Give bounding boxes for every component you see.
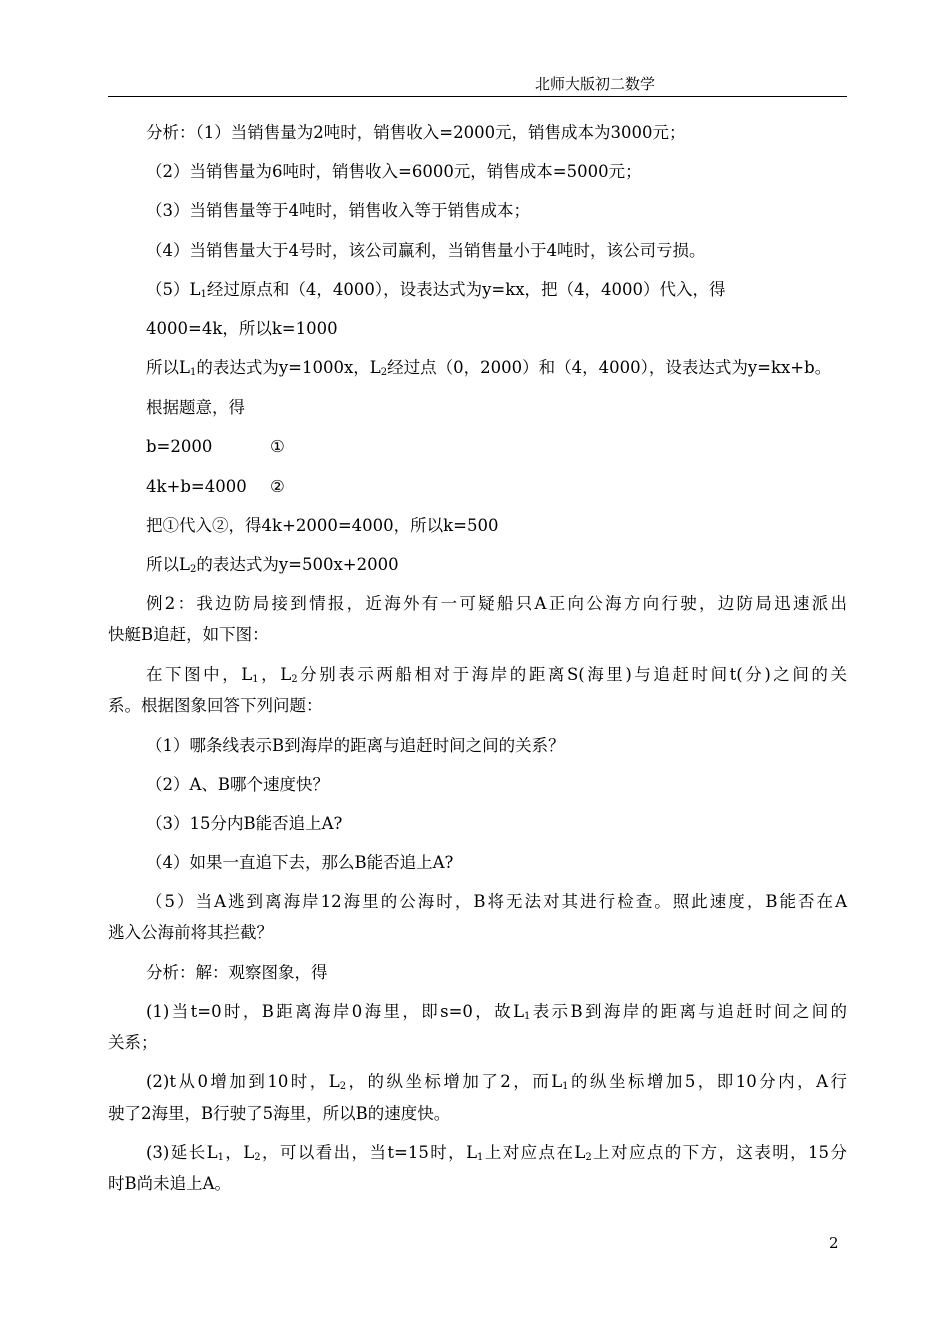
solution-1-line-1 (108, 1001, 847, 1023)
analysis-line-5 (146, 279, 726, 301)
subscript: 2 (291, 674, 298, 685)
subscript: 1 (189, 367, 197, 378)
subscript: 2 (585, 1152, 592, 1163)
analysis-line-3: （3）当销售量等于4吨时，销售收入等于销售成本； (146, 201, 530, 220)
solution-2-line-2: 驶了2海里，B行驶了5海里，所以B的速度快。 (108, 1104, 451, 1123)
analysis-line-7 (146, 357, 831, 379)
solution-intro: 分析：解：观察图象，得 (146, 963, 328, 982)
text-segment: 分别表示两船相对于海岸的距离S(海里)与追赶时间t(分)之间的关 (297, 665, 847, 684)
subscript: 1 (200, 289, 207, 300)
equation-2-marker: ② (270, 477, 285, 496)
text-segment: ，L (258, 665, 292, 684)
equation-1-marker: ① (270, 437, 285, 456)
subscript: 1 (477, 1152, 484, 1163)
analysis-line-4: （4）当销售量大于4号时，该公司赢利，当销售量小于4吨时，该公司亏损。 (146, 241, 706, 260)
solution-3-line-2: 时B尚未追上A。 (108, 1174, 232, 1193)
subscript: 2 (380, 367, 388, 378)
text-segment: 经过点（0，2000）和（4，4000），设表达式为y=kx+b。 (387, 358, 832, 377)
text-segment: (3)延长L (146, 1143, 218, 1162)
text-segment: 上对应点在L (483, 1143, 586, 1162)
subscript: 1 (562, 1081, 569, 1092)
question-3: （3）15分内B能否追上A? (146, 814, 343, 833)
question-1: （1）哪条线表示B到海岸的距离与追赶时间之间的关系？ (146, 736, 565, 755)
question-4: （4）如果一直追下去，那么B能否追上A? (146, 853, 454, 872)
equation-1: b=2000 (146, 437, 213, 456)
question-5-line-1: （5）当A逃到离海岸12海里的公海时，B将无法对其进行检查。照此速度，B能否在A (146, 892, 847, 911)
text-segment: 所以L (146, 358, 190, 377)
text-segment: 所以L (146, 555, 190, 574)
analysis-line-8: 根据题意，得 (146, 398, 245, 417)
page-header (108, 74, 847, 97)
text-segment: ，可以看出，当t=15时，L (260, 1143, 478, 1162)
solution-3-line-1 (108, 1142, 847, 1164)
analysis-line-11: 把①代入②，得4k+2000=4000，所以k=500 (146, 516, 499, 535)
analysis-line-2: （2）当销售量为6吨时，销售收入=6000元，销售成本=5000元； (146, 162, 642, 181)
page-number: 2 (829, 1234, 839, 1252)
subscript: 2 (189, 564, 197, 575)
text-segment: 经过原点和（4，4000），设表达式为y=kx，把（4，4000）代入，得 (206, 280, 726, 299)
example-2-line-1: 例2：我边防局接到情报，近海外有一可疑船只A正向公海方向行驶，边防局迅速派出 (146, 594, 847, 613)
header-title: 北师大版初二数学 (534, 75, 655, 93)
question-5-line-2: 逃入公海前将其拦截？ (108, 923, 273, 942)
text-segment: 的表达式为y=1000x，L (196, 358, 381, 377)
analysis-line-6: 4000=4k，所以k=1000 (146, 319, 338, 338)
subscript: 2 (254, 1152, 261, 1163)
subscript: 2 (339, 1081, 347, 1092)
example-2-line-3 (108, 664, 847, 686)
question-2: （2）A、B哪个速度快？ (146, 775, 330, 794)
subscript: 1 (252, 674, 259, 685)
text-segment: ，的纵坐标增加了2，而L (346, 1072, 563, 1091)
text-segment: (2)t从0增加到10时，L (146, 1072, 340, 1091)
solution-1-line-2: 关系； (108, 1033, 158, 1052)
text-segment: 的纵坐标增加5，即10分内，A行 (568, 1072, 847, 1091)
solution-2-line-1 (108, 1071, 847, 1093)
analysis-line-1: 分析：（1）当销售量为2吨时，销售收入=2000元，销售成本为3000元； (146, 123, 686, 142)
example-2-line-2: 快艇B追赶，如下图： (108, 625, 269, 644)
text-segment: (1)当t=0时，B距离海岸0海里，即s=0，故L (146, 1002, 525, 1021)
text-segment: ，L (223, 1143, 255, 1162)
text-segment: 的表达式为y=500x+2000 (196, 555, 399, 574)
subscript: 1 (524, 1011, 531, 1022)
equation-2: 4k+b=4000 (146, 477, 247, 496)
text-segment: 在下图中，L (146, 665, 253, 684)
example-2-line-4: 系。根据图象回答下列问题： (108, 696, 323, 715)
subscript: 1 (217, 1152, 224, 1163)
text-segment: （5）L (146, 280, 201, 299)
analysis-line-12 (146, 554, 399, 576)
text-segment: 表示B到海岸的距离与追赶时间之间的 (530, 1002, 847, 1021)
text-segment: 上对应点的下方，这表明，15分 (591, 1143, 847, 1162)
